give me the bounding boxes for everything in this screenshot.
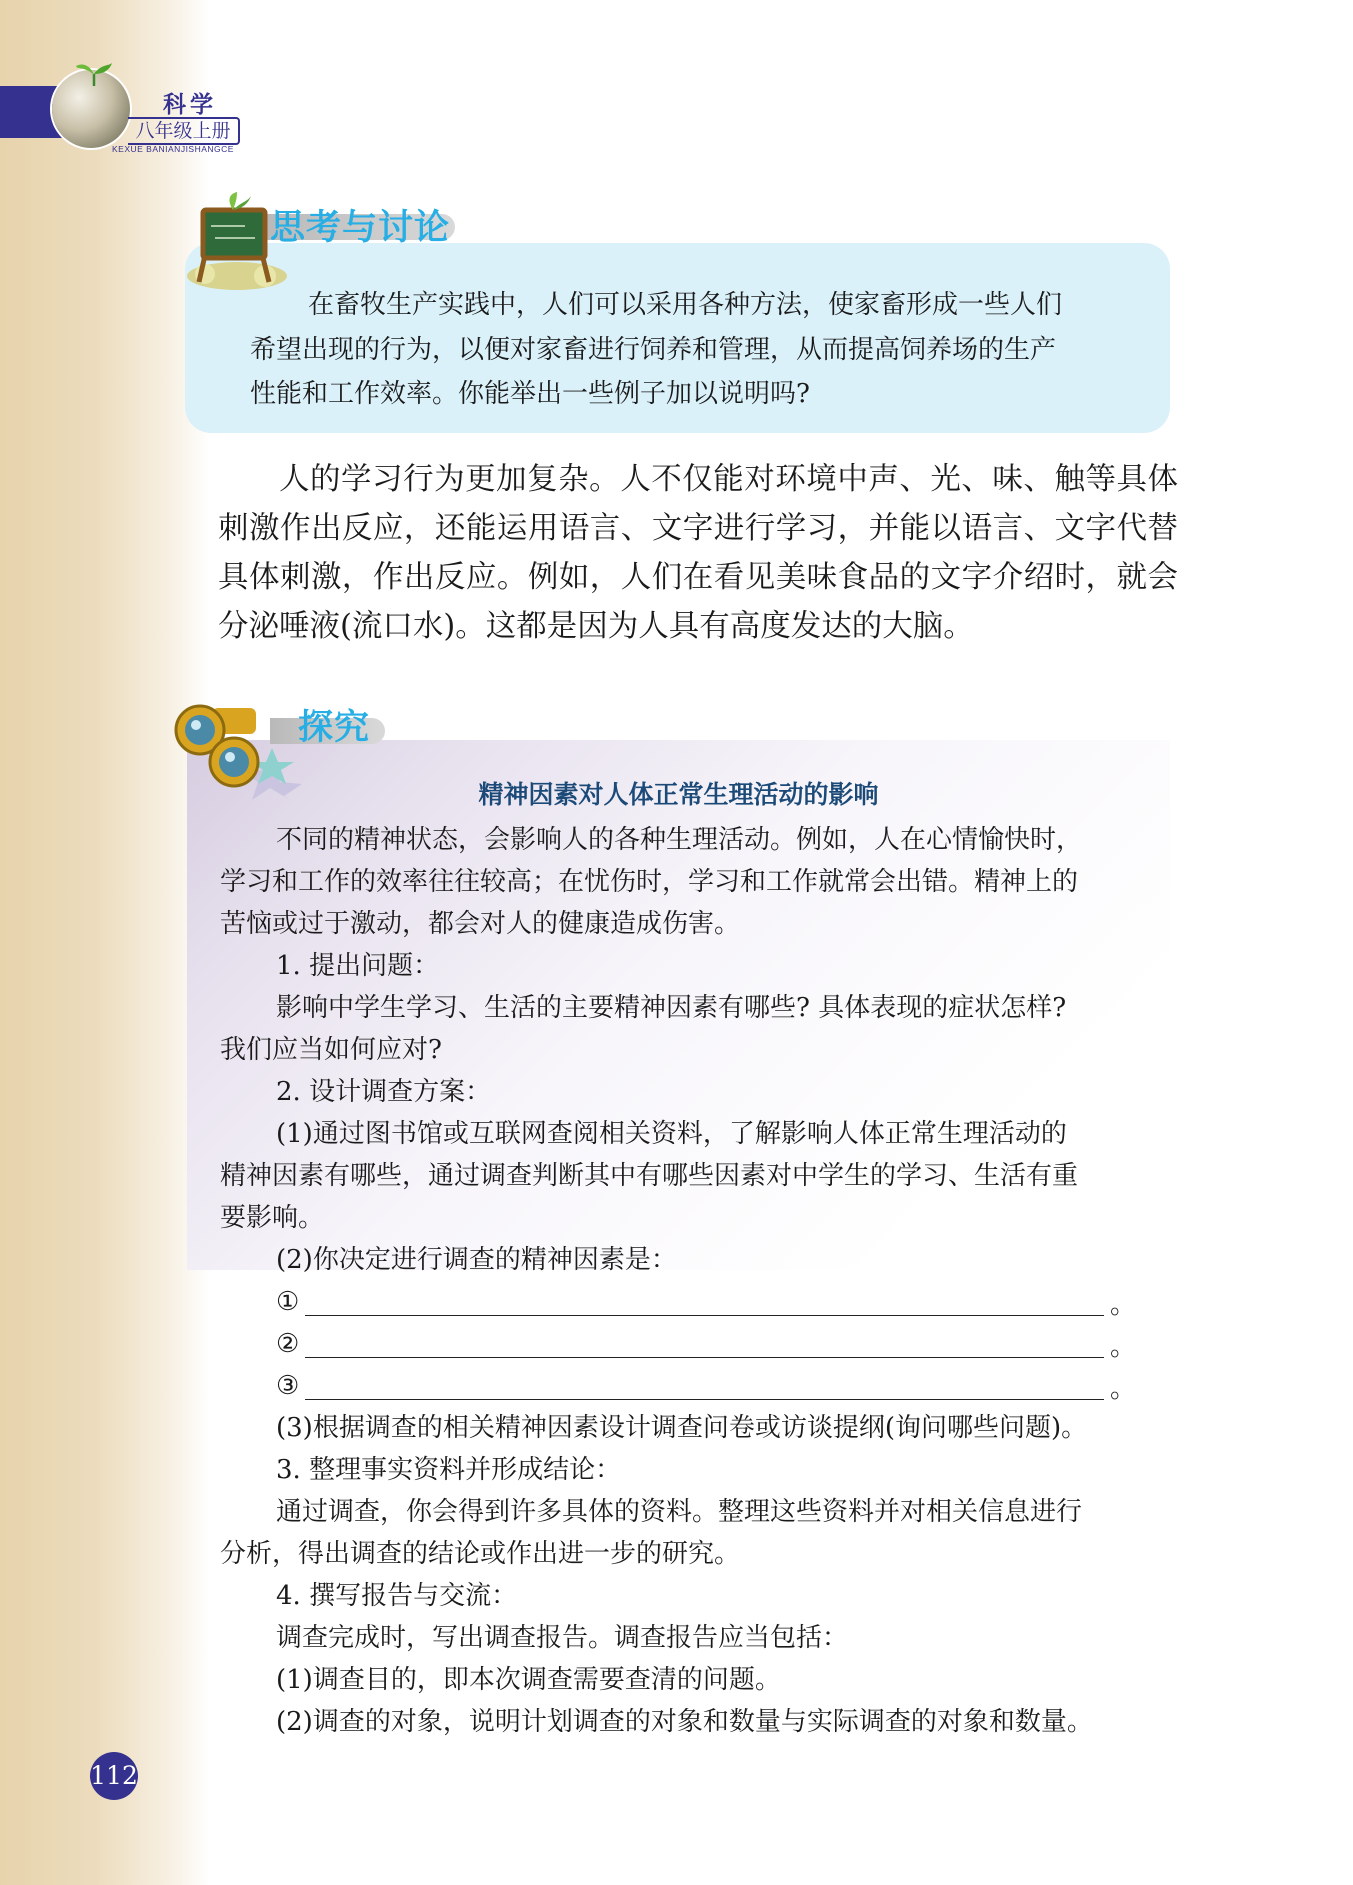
blank-end: 。: [1109, 1289, 1136, 1320]
book-grade: 八年级上册: [128, 117, 240, 145]
blank-marker: ①: [276, 1287, 300, 1317]
explore-line: (1)调查目的，即本次调查需要查清的问题。: [276, 1665, 781, 1695]
blank-line[interactable]: [305, 1289, 1104, 1316]
main-paragraph: 人的学习行为更加复杂。人不仅能对环境中声、光、味、触等具体刺激作出反应，还能运用语言、文字进行学习，并能以语言、文字代替具体刺激，作出反应。例如，人们在看见美味食品的文字介绍时，就会分泌唾液(流口水)。这都是因为人具有高度发达的大脑。: [218, 462, 1178, 644]
answer-blank-2[interactable]: [276, 1324, 1136, 1364]
discussion-line: 在畜牧生产实践中，人们可以采用各种方法，使家畜形成一些人们: [308, 290, 1063, 320]
explore-line: 3. 整理事实资料并形成结论：: [276, 1455, 622, 1485]
explore-line: 调查完成时，写出调查报告。调查报告应当包括：: [276, 1623, 849, 1653]
book-pinyin: KEXUE BANIANJISHANGCE: [112, 144, 234, 154]
discussion-line: 希望出现的行为，以便对家畜进行饲养和管理，从而提高饲养场的生产: [250, 335, 1057, 365]
explore-line: 2. 设计调查方案：: [276, 1077, 492, 1107]
explore-line: 我们应当如何应对?: [220, 1035, 442, 1065]
discussion-line: 性能和工作效率。你能举出一些例子加以说明吗?: [250, 379, 810, 409]
blank-marker: ③: [276, 1371, 300, 1401]
side-decor-strip: [0, 0, 210, 1885]
explore-line: 学习和工作的效率往往较高；在忧伤时，学习和工作就常会出错。精神上的: [220, 867, 1079, 897]
explore-line: 分析，得出调查的结论或作出进一步的研究。: [220, 1539, 741, 1569]
explore-line: 苦恼或过于激动，都会对人的健康造成伤害。: [220, 909, 741, 939]
explore-heading: 精神因素对人体正常生理活动的影响: [478, 780, 879, 809]
book-subject: 科学: [163, 92, 217, 118]
blank-line[interactable]: [305, 1373, 1104, 1400]
explore-line: 要影响。: [220, 1203, 325, 1233]
blank-end: 。: [1109, 1331, 1136, 1362]
explore-line: (2)你决定进行调查的精神因素是：: [276, 1245, 677, 1275]
explore-line: (3)根据调查的相关精神因素设计调查问卷或访谈提纲(询问哪些问题)。: [276, 1413, 1088, 1443]
page-number: 112: [90, 1752, 138, 1800]
explore-line: 不同的精神状态，会影响人的各种生理活动。例如，人在心情愉快时，: [276, 825, 1083, 855]
answer-blank-1[interactable]: [276, 1282, 1136, 1322]
explore-line: 影响中学生学习、生活的主要精神因素有哪些? 具体表现的症状怎样?: [276, 993, 1067, 1023]
blank-end: 。: [1109, 1373, 1136, 1404]
blank-line[interactable]: [305, 1331, 1104, 1358]
explore-line: 精神因素有哪些，通过调查判断其中有哪些因素对中学生的学习、生活有重: [220, 1161, 1079, 1191]
explore-line: 4. 撰写报告与交流：: [276, 1581, 518, 1611]
blank-marker: ②: [276, 1329, 300, 1359]
sprout-icon: [75, 62, 113, 86]
explore-title: 探究: [298, 708, 371, 748]
explore-line: 通过调查，你会得到许多具体的资料。整理这些资料并对相关信息进行: [276, 1497, 1083, 1527]
discussion-title: 思考与讨论: [270, 208, 451, 248]
answer-blank-3[interactable]: [276, 1366, 1136, 1406]
explore-line: (2)调查的对象，说明计划调查的对象和数量与实际调查的对象和数量。: [276, 1707, 1093, 1737]
explore-line: (1)通过图书馆或互联网查阅相关资料，了解影响人体正常生理活动的: [276, 1119, 1067, 1149]
explore-line: 1. 提出问题：: [276, 951, 440, 981]
